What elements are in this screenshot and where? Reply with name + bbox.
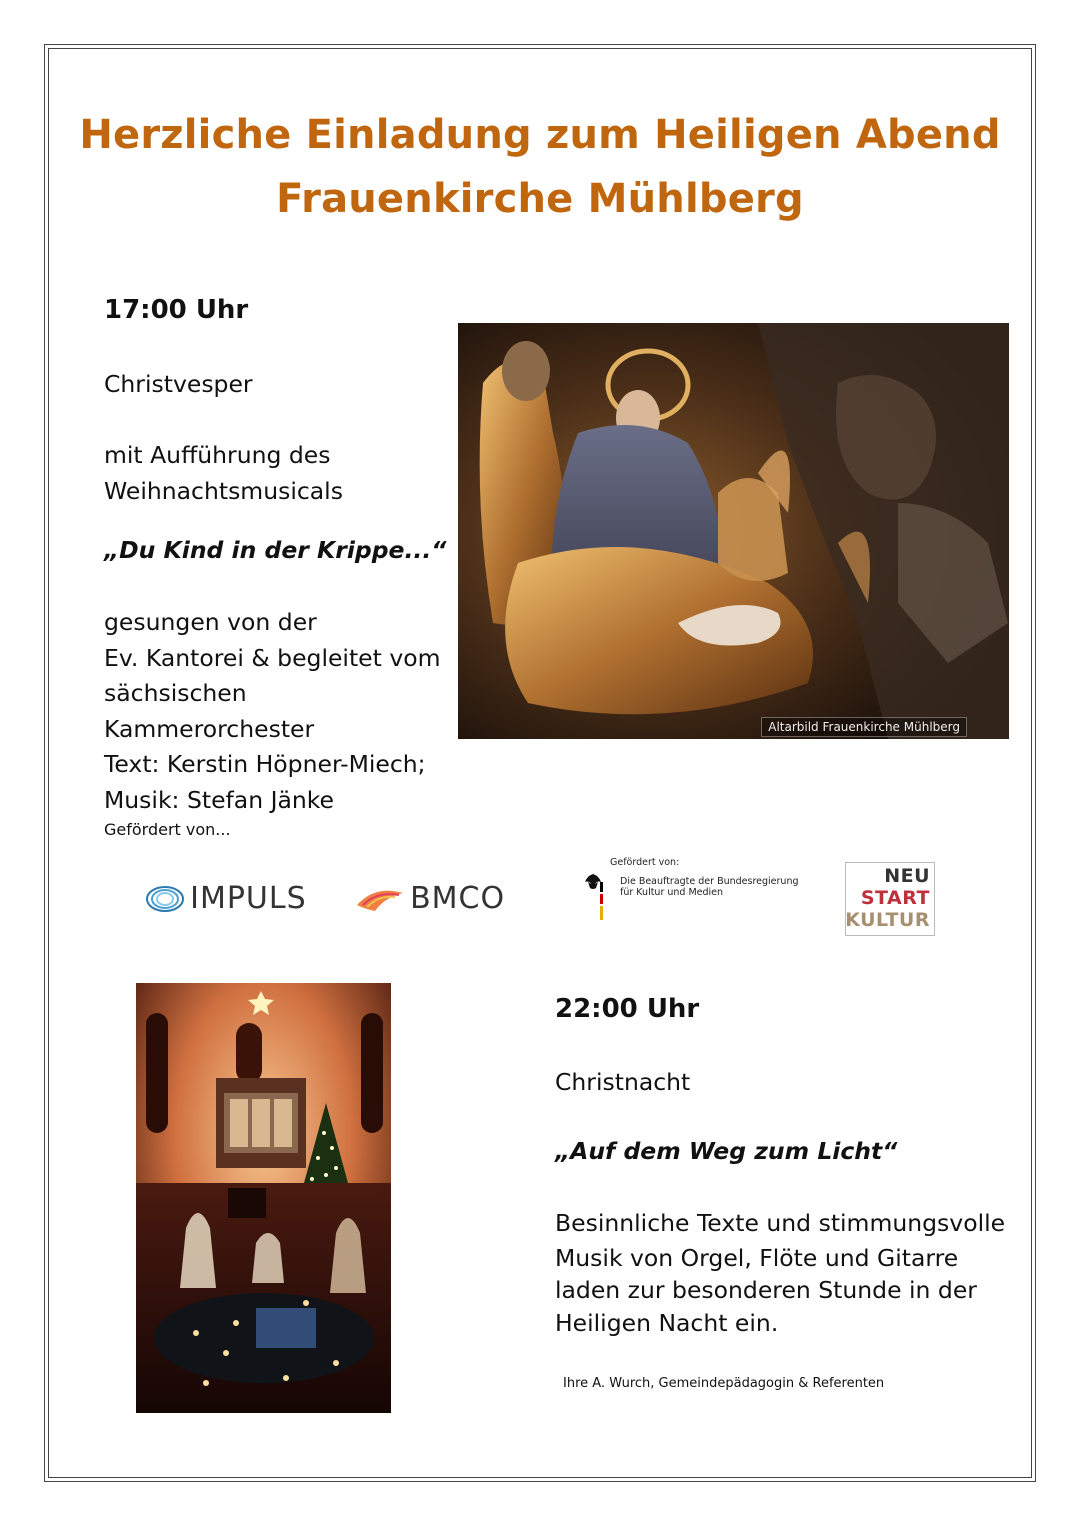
bkm-logo: [582, 857, 802, 928]
event1-desc-line: Text: Kerstin Höpner-Miech;: [104, 750, 426, 778]
event2-title: „Auf dem Weg zum Licht“: [555, 1137, 898, 1165]
church-name-title: Frauenkirche Mühlberg: [276, 176, 804, 222]
event2-time: 22:00 Uhr: [555, 994, 700, 1024]
funded-by-label: Gefördert von...: [104, 820, 231, 839]
bkm-line2: für Kultur und Medien: [620, 887, 724, 898]
event2-name: Christnacht: [555, 1068, 691, 1096]
nsk-line-neu: NEU: [884, 865, 930, 887]
nsk-line-start: START: [860, 887, 930, 909]
church-interior-photo: [136, 983, 391, 1413]
event2-desc-line: Musik von Orgel, Flöte und Gitarre: [555, 1244, 959, 1272]
bmco-logo-icon: [355, 883, 405, 915]
impuls-logo-text: IMPULS: [190, 881, 307, 916]
bkm-header: Gefördert von:: [610, 857, 680, 868]
event2-desc-line: Besinnliche Texte und stimmungsvolle: [555, 1209, 1006, 1237]
federal-eagle-icon: [582, 872, 604, 928]
event1-intro-line2: Weihnachtsmusicals: [104, 477, 343, 505]
event1-desc-line: Kammerorchester: [104, 715, 315, 743]
event1-desc-line: gesungen von der: [104, 608, 317, 636]
event1-desc-line: sächsischen: [104, 679, 247, 707]
church-interior-image: [136, 983, 391, 1413]
event2-desc-line: Heiligen Nacht ein.: [555, 1309, 779, 1337]
altar-relief-image: [458, 323, 1009, 739]
event1-desc-line: Musik: Stefan Jänke: [104, 786, 335, 814]
event1-time: 17:00 Uhr: [104, 295, 249, 325]
neustart-kultur-logo: [845, 862, 935, 936]
event1-desc-line: Ev. Kantorei & begleitet vom: [104, 644, 441, 672]
altar-relief-photo: [458, 323, 1009, 739]
photo-caption: Altarbild Frauenkirche Mühlberg: [761, 717, 967, 737]
bmco-logo: [355, 881, 505, 916]
bkm-line1: Die Beauftragte der Bundesregierung: [620, 876, 799, 887]
event2-desc-line: laden zur besonderen Stunde in der: [555, 1276, 977, 1304]
impuls-logo-icon: [145, 883, 185, 915]
nsk-line-kultur: KULTUR: [845, 909, 930, 931]
invitation-title: Herzliche Einladung zum Heiligen Abend: [79, 112, 1001, 158]
signature: Ihre A. Wurch, Gemeindepädagogin & Referenten: [563, 1376, 885, 1391]
event1-name: Christvesper: [104, 370, 253, 398]
event1-intro-line1: mit Aufführung des: [104, 441, 331, 469]
impuls-logo: [145, 881, 307, 916]
event1-musical-title: „Du Kind in der Krippe...“: [104, 536, 447, 564]
bmco-logo-text: BMCO: [410, 881, 506, 916]
